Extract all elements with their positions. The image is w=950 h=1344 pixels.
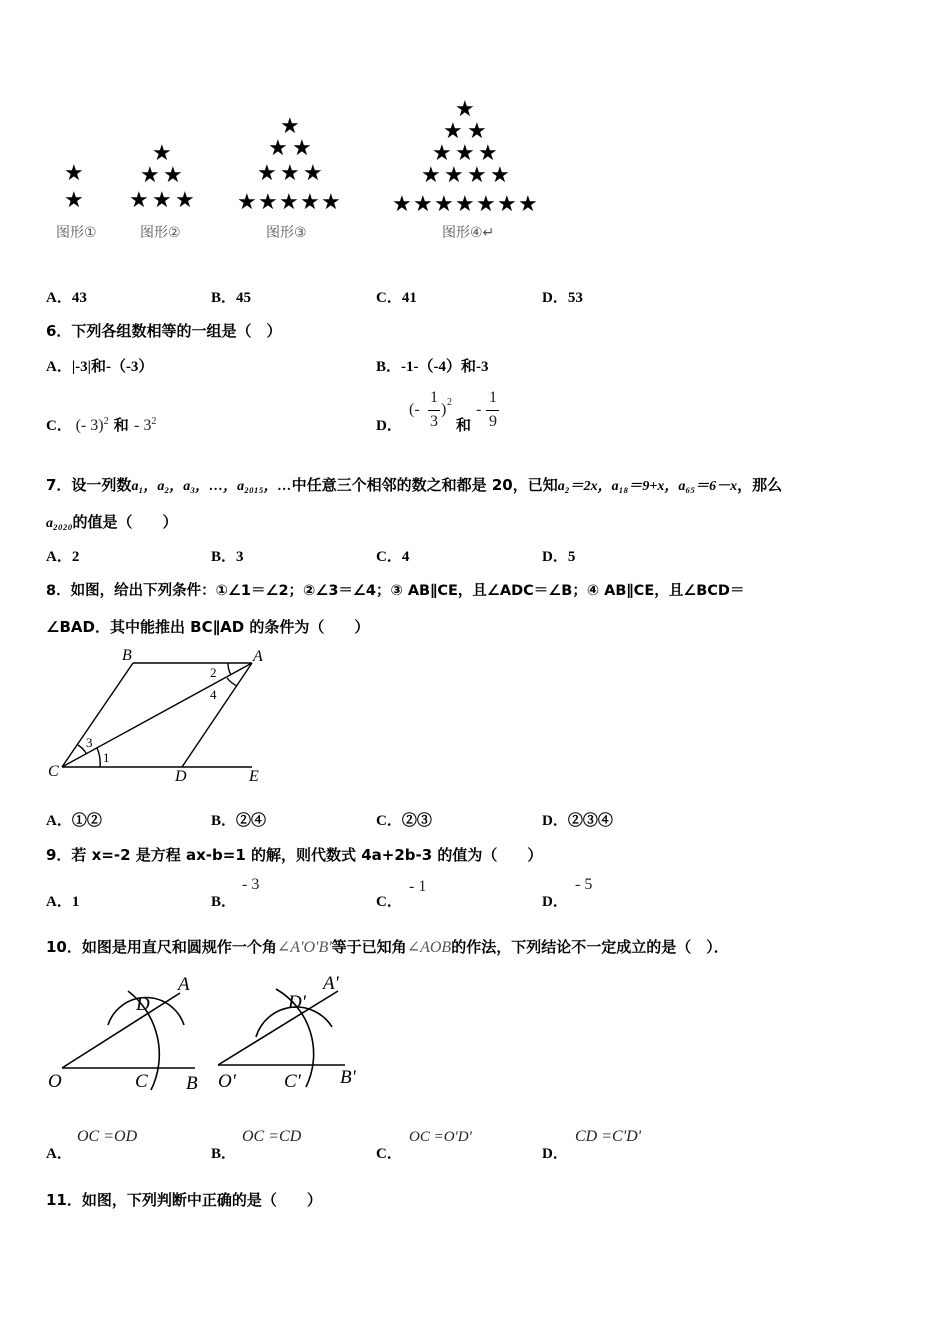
- q7-stem-line1: 7．设一列数a₁，a₂，a₃，…，a₂₀₁₅，…中任意三个相邻的数之和都是 20，已知a₂＝2x，a₁₈＝9+x，a₆₅＝6－x，那么: [46, 476, 783, 494]
- star: ★: [279, 190, 299, 215]
- fraction-bar: [486, 410, 499, 411]
- q8-parallelogram-figure: [40, 645, 280, 790]
- q9-option-c-value: - 1: [409, 878, 427, 895]
- angle-arc-2: [228, 663, 231, 675]
- q9-option-b-letter[interactable]: B．: [211, 894, 237, 910]
- q9-option-a[interactable]: A．1: [46, 894, 80, 910]
- conjunction: 和: [108, 416, 135, 434]
- label-d: D: [175, 768, 187, 785]
- q6-option-b[interactable]: B．-1-（-4）和-3: [376, 359, 489, 375]
- math-base: (- 3): [75, 417, 104, 434]
- star: ★: [444, 163, 464, 188]
- star: ★: [303, 161, 323, 186]
- star: ★: [268, 136, 288, 161]
- q9-stem: 9．若 x=-2 是方程 ax-b=1 的解，则代数式 4a+2b-3 的值为（ ）: [46, 846, 543, 864]
- star: ★: [467, 163, 487, 188]
- q6-option-c[interactable]: [46, 414, 156, 435]
- minus-sign: -: [476, 401, 482, 418]
- star: ★: [421, 163, 441, 188]
- fraction-numerator: 1: [430, 389, 438, 406]
- star: ★: [497, 192, 517, 217]
- star: ★: [237, 190, 257, 215]
- option-letter: C．: [46, 418, 72, 434]
- q10-stem: 10．如图是用直尺和圆规作一个角∠A'O'B'等于已知角∠AOB的作法，下列结论不一定成立的是（ ）．: [46, 938, 729, 956]
- q5-option-b[interactable]: B．45: [211, 290, 252, 306]
- ray-oa: [62, 993, 180, 1068]
- q10-option-c-value: OC =O'D': [409, 1129, 472, 1145]
- star: ★: [434, 192, 454, 217]
- q10-option-a-value: OC =OD: [77, 1128, 138, 1145]
- q6-stem: 6．下列各组数相等的一组是（ ）: [46, 322, 282, 340]
- star: ★: [64, 161, 84, 186]
- q10-option-d-letter[interactable]: D．: [542, 1146, 568, 1162]
- math-base: - 3: [134, 417, 152, 434]
- star: ★: [476, 192, 496, 217]
- q10-construction-figure-left: [40, 965, 210, 1095]
- q9-option-d-value: - 5: [575, 876, 593, 893]
- star: ★: [455, 141, 475, 166]
- q6-option-d-letter[interactable]: D．: [376, 418, 402, 434]
- star: ★: [478, 141, 498, 166]
- label-c: C: [48, 763, 59, 780]
- q9-option-b-value: - 3: [242, 876, 260, 893]
- label-o: O: [48, 1071, 62, 1092]
- star: ★: [321, 190, 341, 215]
- q8-option-b[interactable]: B．②④: [211, 813, 267, 829]
- exponent: 2: [447, 397, 452, 408]
- segment-ad: [182, 663, 252, 767]
- q5-option-a[interactable]: A．43: [46, 290, 87, 306]
- q7-option-b[interactable]: B．3: [211, 549, 244, 565]
- paren-close: ): [441, 401, 447, 418]
- q8-option-a[interactable]: A．①②: [46, 813, 102, 829]
- q7-option-d[interactable]: D．5: [542, 549, 576, 565]
- figure-caption-3: 图形③: [266, 225, 307, 241]
- q8-stem-line2: ∠BAD．其中能推出 BC∥AD 的条件为（ ）: [46, 618, 370, 636]
- figure-caption-4: 图形④↵: [442, 225, 495, 241]
- conjunction: 和: [456, 416, 472, 434]
- star: ★: [300, 190, 320, 215]
- star: ★: [432, 141, 452, 166]
- figure-caption-2: 图形②: [140, 225, 181, 241]
- q6-option-a[interactable]: A．|-3|和-（-3）: [46, 359, 154, 375]
- star: ★: [129, 188, 149, 213]
- q10-option-a-letter[interactable]: A．: [46, 1146, 72, 1162]
- star: ★: [455, 97, 475, 122]
- label-a: A: [178, 974, 190, 995]
- fraction-numerator: 1: [489, 389, 497, 406]
- star: ★: [64, 188, 84, 213]
- angle-label-2: 2: [210, 665, 217, 680]
- segment-ca: [62, 663, 252, 767]
- star: ★: [490, 163, 510, 188]
- q7-stem-line2: a₂₀₂₀的值是（ ）: [46, 513, 178, 531]
- angle-label-3: 3: [86, 735, 93, 750]
- angle-label-1: 1: [103, 750, 110, 765]
- label-c-prime: C': [284, 1071, 301, 1092]
- star: ★: [258, 190, 278, 215]
- star: ★: [152, 188, 172, 213]
- angle-arc-3: [78, 745, 86, 753]
- angle-arc-1: [97, 748, 100, 767]
- star: ★: [175, 188, 195, 213]
- q9-option-c-letter[interactable]: C．: [376, 894, 402, 910]
- paren-open: (-: [409, 401, 420, 418]
- label-o-prime: O': [218, 1071, 236, 1092]
- label-c: C: [135, 1071, 148, 1092]
- q10-option-b-letter[interactable]: B．: [211, 1146, 237, 1162]
- q9-option-d-letter[interactable]: D．: [542, 894, 568, 910]
- label-d: D: [136, 994, 150, 1015]
- star: ★: [257, 161, 277, 186]
- q8-option-d[interactable]: D．②③④: [542, 813, 613, 829]
- star: ★: [152, 141, 172, 166]
- q10-construction-figure-right: [210, 965, 380, 1095]
- star: ★: [292, 136, 312, 161]
- star: ★: [163, 163, 183, 188]
- q7-option-c[interactable]: C．4: [376, 549, 410, 565]
- figure-caption-1: 图形①: [56, 225, 97, 241]
- fraction-denominator: 3: [430, 413, 438, 430]
- label-a: A: [253, 648, 263, 665]
- label-b: B: [122, 647, 132, 664]
- fraction-bar: [428, 410, 440, 411]
- exponent: 2: [151, 416, 157, 427]
- label-a-prime: A': [323, 973, 339, 994]
- q8-stem-line1: 8．如图，给出下列条件：①∠1＝∠2；②∠3＝∠4；③ AB∥CE，且∠ADC＝∠B；④ AB∥CE，且∠BCD＝: [46, 583, 745, 599]
- star: ★: [467, 119, 487, 144]
- star: ★: [140, 163, 160, 188]
- star: ★: [392, 192, 412, 217]
- exponent: 2: [103, 416, 109, 427]
- fraction-denominator: 9: [489, 413, 497, 430]
- star: ★: [280, 161, 300, 186]
- q5-option-c[interactable]: C．41: [376, 290, 417, 306]
- q7-option-a[interactable]: A．2: [46, 549, 80, 565]
- q10-option-c-letter[interactable]: C．: [376, 1146, 402, 1162]
- label-d-prime: D': [288, 992, 306, 1013]
- label-b-prime: B': [340, 1067, 356, 1088]
- q8-option-c[interactable]: C．②③: [376, 813, 432, 829]
- star: ★: [280, 114, 300, 139]
- angle-label-4: 4: [210, 687, 217, 702]
- star: ★: [455, 192, 475, 217]
- segment-bc: [62, 663, 133, 767]
- angle-arc-4: [227, 678, 237, 686]
- star: ★: [413, 192, 433, 217]
- label-e: E: [249, 768, 259, 785]
- q5-option-d[interactable]: D．53: [542, 290, 583, 306]
- star: ★: [443, 119, 463, 144]
- q11-stem: 11．如图，下列判断中正确的是（ ）: [46, 1191, 322, 1209]
- q10-option-d-value: CD =C'D': [575, 1128, 642, 1145]
- label-b: B: [186, 1073, 198, 1094]
- ray-oa-prime: [218, 991, 338, 1065]
- star: ★: [518, 192, 538, 217]
- q10-option-b-value: OC =CD: [242, 1128, 302, 1145]
